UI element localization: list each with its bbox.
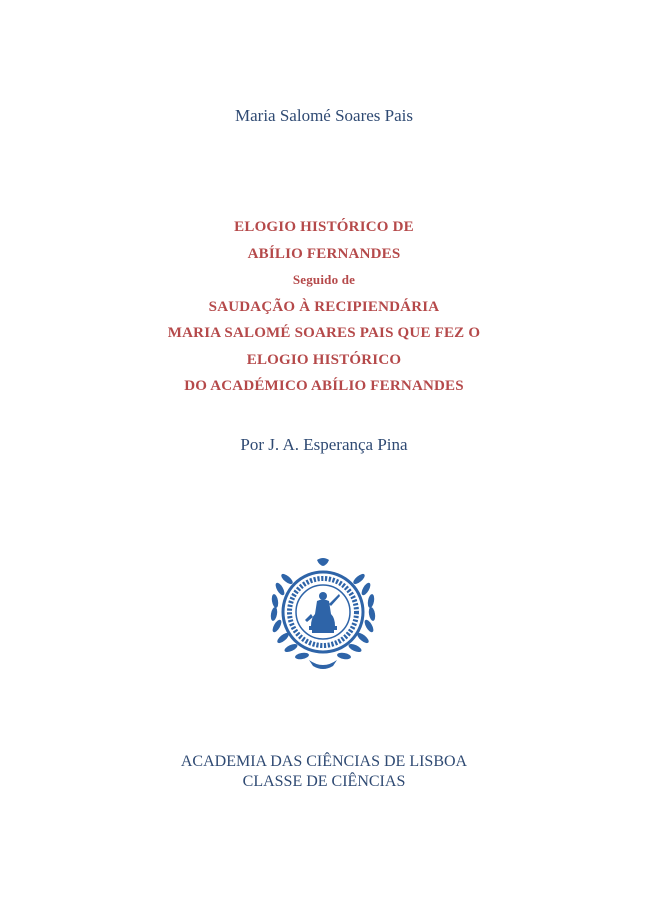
publisher-name: ACADEMIA DAS CIÊNCIAS DE LISBOA xyxy=(180,753,468,770)
publisher xyxy=(0,752,648,792)
title-line: SAUDAÇÃO À RECIPIENDÁRIA xyxy=(208,298,440,315)
author-name: Maria Salomé Soares Pais xyxy=(235,106,413,125)
title-line: ELOGIO HISTÓRICO xyxy=(246,351,402,368)
title-line: ELOGIO HISTÓRICO DE xyxy=(234,219,414,235)
title-line: ABÍLIO FERNANDES xyxy=(247,245,401,262)
title-line: DO ACADÉMICO ABÍLIO FERNANDES xyxy=(184,378,464,394)
byline: Por J. A. Esperança Pina xyxy=(240,435,408,454)
publisher-class: CLASSE DE CIÊNCIAS xyxy=(242,773,406,790)
title-line: MARIA SALOMÉ SOARES PAIS QUE FEZ O xyxy=(167,325,481,341)
title-block xyxy=(0,214,648,400)
academy-seal-icon xyxy=(265,556,381,674)
title-connector: Seguido de xyxy=(292,272,356,287)
